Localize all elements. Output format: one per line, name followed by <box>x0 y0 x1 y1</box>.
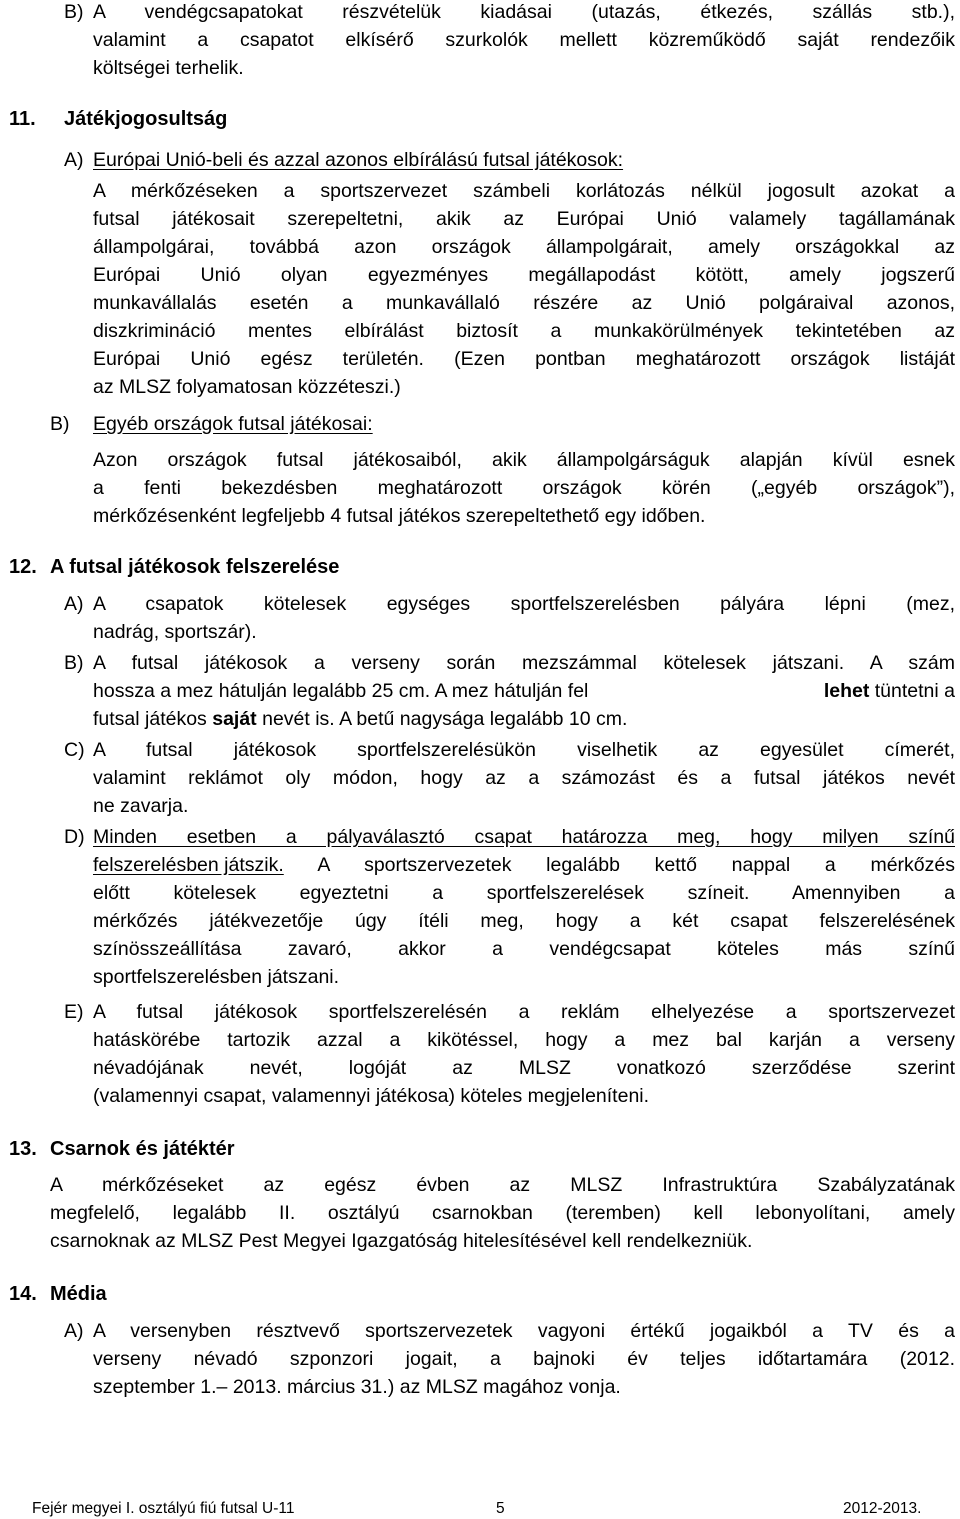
s12-b-after-sajat: nevét is. A betű nagysága legalább 10 cm. <box>262 708 628 730</box>
s14-a-line-2: verseny névadó szponzori jogait, a bajnoki év teljes időtartamára (2012. <box>93 1348 955 1370</box>
s12-b-bold-lehet: lehet <box>823 680 870 702</box>
s11-a-line-7: Európai Unió egész területén. (Ezen pontban meghatározott országok listáját <box>93 348 955 370</box>
s12-a-line-2: nadrág, sportszár). <box>93 621 257 643</box>
s12-e-line-1: A futsal játékosok sportfelszerelésén a reklám elhelyezése a sportszervezet <box>93 1001 955 1023</box>
s11-a-line-2: futsal játékosait szerepeltetni, akik az Európai Unió valamely tagállamának <box>93 208 955 230</box>
s12-a-line-1: A csapatok kötelesek egységes sportfelszerelésben pályára lépni (mez, <box>93 593 955 615</box>
s11-b-line-3: mérkőzésenként legfeljebb 4 futsal játékos szerepeltethető egy időben. <box>93 505 706 527</box>
section-14-number: 14. <box>9 1283 37 1305</box>
section-11-title: Játékjogosultság <box>64 108 228 130</box>
s12-e-line-3: névadójának nevét, logóját az MLSZ vonatkozó szerződése szerint <box>93 1057 955 1079</box>
s11-a-line-3: állampolgárai, továbbá azon országok állampolgárait, amely országokkal az <box>93 236 955 258</box>
s11-a-line-6: diszkrimináció mentes elbírálást biztosít a munkakörülmények tekintetében az <box>93 320 955 342</box>
s12-b-bold-sajat: saját <box>212 708 257 730</box>
s14-a-line-1: A versenyben résztvevő sportszervezetek vagyoni értékű jogaikból a TV és a <box>93 1320 955 1342</box>
s12-c-line-3: ne zavarja. <box>93 795 189 817</box>
s12-d-line-3: előtt kötelesek egyeztetni a sportfelszerelések színeit. Amennyiben a <box>93 882 955 904</box>
s12-b-line-2-tail <box>824 677 955 705</box>
s12-b-label: B) <box>64 652 84 674</box>
s13-line-1: A mérkőzéseket az egész évben az MLSZ Infrastruktúra Szabályzatának <box>50 1174 955 1196</box>
section-12-title: A futsal játékosok felszerelése <box>50 556 340 578</box>
s12-d-underlined: felszerelésben játszik. <box>93 854 284 876</box>
s12-b-line-3 <box>93 705 627 733</box>
s11-a-label: A) <box>64 149 84 171</box>
s11-b-line-2: a fenti bekezdésben meghatározott országok körén („egyéb országok”), <box>93 477 955 499</box>
s11-a-line-1: A mérkőzéseken a sportszervezet számbeli korlátozás nélkül jogosult azokat a <box>93 180 955 202</box>
s14-a-label: A) <box>64 1320 84 1342</box>
s11-b-line-1: Azon országok futsal játékosaiból, akik állampolgárságuk alapján kívül esnek <box>93 449 955 471</box>
s11-b-heading: Egyéb országok futsal játékosai: <box>93 413 373 435</box>
footer-page-number: 5 <box>496 1500 505 1517</box>
s12-b-after-lehet: tüntetni a <box>874 680 955 702</box>
s12-d-line-2 <box>93 851 955 879</box>
s12-d-line-6: sportfelszerelésben játszani. <box>93 966 340 988</box>
intro-line-1: A vendégcsapatokat részvételük kiadásai (utazás, étkezés, szállás stb.), <box>93 1 955 23</box>
s12-e-label: E) <box>64 1001 84 1023</box>
s12-e-line-2: hatáskörébe tartozik azzal a kikötéssel, hogy a mez bal karján a verseny <box>93 1029 955 1051</box>
s12-e-line-4: (valamennyi csapat, valamennyi játékosa) köteles megjeleníteni. <box>93 1085 650 1107</box>
s12-d-line-1: Minden esetben a pályaválasztó csapat határozza meg, hogy milyen színű <box>93 826 955 848</box>
s11-b-label: B) <box>50 413 70 435</box>
s12-d-label: D) <box>64 826 85 848</box>
s11-a-line-5: munkavállalás esetén a munkavállaló részére az Unió polgáraival azonos, <box>93 292 955 314</box>
intro-label: B) <box>64 1 84 23</box>
s12-d-line-5: színösszeállítása zavaró, akkor a vendégcsapat köteles más színű <box>93 938 955 960</box>
s14-a-line-3: szeptember 1.– 2013. március 31.) az MLSZ magához vonja. <box>93 1376 621 1398</box>
s11-a-heading: Európai Unió-beli és azzal azonos elbírálású futsal játékosok: <box>93 149 624 171</box>
s12-b-line-1: A futsal játékosok a verseny során mezszámmal kötelesek játszani. A szám <box>93 652 955 674</box>
s11-a-line-8: az MLSZ folyamatosan közzéteszi.) <box>93 376 401 398</box>
section-11-number: 11. <box>9 108 36 130</box>
section-13-number: 13. <box>9 1138 37 1160</box>
intro-line-3: költségei terhelik. <box>93 57 244 79</box>
footer-left: Fejér megyei I. osztályú fiú futsal U-11 <box>32 1500 295 1517</box>
s12-a-label: A) <box>64 593 84 615</box>
s12-c-label: C) <box>64 739 85 761</box>
s12-b-line-2 <box>93 677 955 705</box>
intro-line-2: valamint a csapatot elkísérő szurkolók mellett közreműködő saját rendezőik <box>93 29 955 51</box>
s12-c-line-2: valamint reklámot oly módon, hogy az a számozást és a futsal játékos nevét <box>93 767 955 789</box>
s13-line-3: csarnoknak az MLSZ Pest Megyei Igazgatóság hitelesítésével kell rendelkezniük. <box>50 1230 753 1252</box>
footer-right: 2012-2013. <box>843 1500 922 1517</box>
s12-d-line-2-rest: A sportszervezetek legalább kettő nappal a mérkőzés <box>283 854 955 876</box>
s12-d-line-4: mérkőzés játékvezetője úgy ítéli meg, hogy a két csapat felszerelésének <box>93 910 955 932</box>
s12-b-line-3-text: futsal játékos <box>93 708 207 730</box>
section-14-title: Média <box>50 1283 107 1305</box>
s11-a-line-4: Európai Unió olyan egyezményes megállapodást kötött, amely jogszerű <box>93 264 955 286</box>
s12-b-line-2-text: hossza a mez hátulján legalább 25 cm. A mez hátulján fel <box>93 680 589 702</box>
section-12-number: 12. <box>9 556 37 578</box>
s12-c-line-1: A futsal játékosok sportfelszerelésükön viselhetik az egyesület címerét, <box>93 739 955 761</box>
section-13-title: Csarnok és játéktér <box>50 1138 235 1160</box>
s13-line-2: megfelelő, legalább II. osztályú csarnokban (teremben) kell lebonyolítani, amely <box>50 1202 955 1224</box>
